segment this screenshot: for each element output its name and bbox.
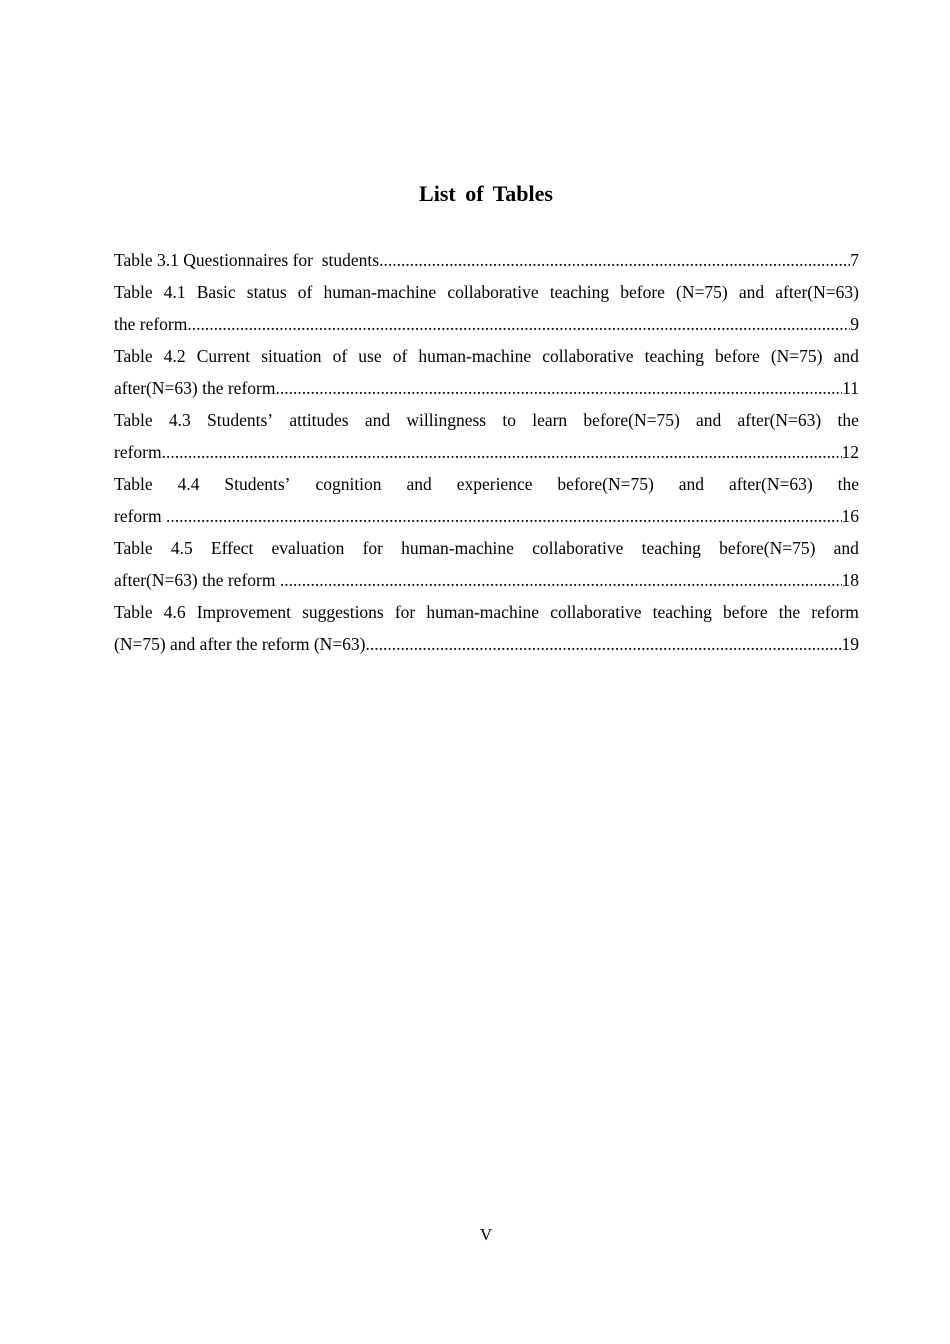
entry-title-line: [114, 404, 859, 436]
entry-word: teaching: [641, 538, 701, 558]
entry-title-line: [114, 532, 859, 564]
dot-leader: [379, 244, 850, 276]
entry-leader-line: [114, 436, 859, 468]
entry-word: for: [394, 602, 416, 622]
entry-leader-line: [114, 372, 859, 404]
dot-leader: [187, 308, 850, 340]
entry-page-number: 19: [841, 634, 859, 654]
entry-word: before: [723, 602, 768, 622]
entry-title-line: [114, 276, 859, 308]
entry-word: Table: [114, 410, 153, 430]
entry-word: Effect: [210, 538, 254, 558]
table-list-entry[interactable]: [114, 244, 859, 276]
entry-word: after(N=63): [728, 474, 813, 494]
dot-leader: [275, 372, 842, 404]
dot-leader: [280, 564, 842, 596]
entry-word: before: [620, 282, 665, 302]
entry-page-number: 18: [841, 570, 859, 590]
entry-word: human-machine: [426, 602, 540, 622]
entry-page-number: 12: [841, 442, 859, 462]
entry-word: of: [392, 346, 408, 366]
entry-word: after(N=63): [775, 282, 859, 302]
table-list-entry[interactable]: [114, 340, 859, 404]
dot-leader: [162, 436, 842, 468]
entry-title: reform: [114, 442, 162, 462]
entry-word: the: [837, 410, 859, 430]
entry-word: and: [406, 474, 432, 494]
entry-word: Basic: [196, 282, 236, 302]
table-list-entry[interactable]: [114, 468, 859, 532]
entry-word: evaluation: [271, 538, 345, 558]
entry-word: of: [297, 282, 313, 302]
entry-page-number: 11: [842, 378, 859, 398]
entry-word: collaborative: [542, 346, 634, 366]
entry-word: 4.4: [177, 474, 200, 494]
entry-word: 4.6: [163, 602, 186, 622]
entry-word: Table: [114, 346, 153, 366]
entry-word: human-machine: [323, 282, 437, 302]
entry-word: (N=75): [770, 346, 823, 366]
dot-leader: [366, 628, 842, 660]
entry-word: 4.1: [163, 282, 186, 302]
entry-word: attitudes: [289, 410, 349, 430]
entry-word: collaborative: [550, 602, 642, 622]
table-list-entry[interactable]: [114, 596, 859, 660]
entry-title-line: [114, 340, 859, 372]
page-title: List of Tables: [419, 181, 553, 206]
entry-page-number: 16: [841, 506, 859, 526]
entry-word: before(N=75): [719, 538, 816, 558]
entry-title: the reform: [114, 314, 188, 334]
entry-word: reform: [811, 602, 859, 622]
entry-title: after(N=63) the reform: [114, 570, 280, 590]
entry-word: teaching: [652, 602, 712, 622]
entry-word: after(N=63): [737, 410, 822, 430]
entry-word: teaching: [549, 282, 610, 302]
table-list-entry[interactable]: [114, 532, 859, 596]
entry-word: 4.5: [170, 538, 193, 558]
entry-word: before(N=75): [557, 474, 654, 494]
entry-word: of: [332, 346, 348, 366]
entry-title: after(N=63) the reform: [114, 378, 276, 398]
entry-word: (N=75): [676, 282, 728, 302]
entry-word: cognition: [315, 474, 382, 494]
entry-word: 4.3: [168, 410, 191, 430]
dot-leader: [166, 500, 842, 532]
entry-title: Table 3.1 Questionnaires for students: [114, 250, 380, 270]
entry-word: to: [502, 410, 516, 430]
entry-title: (N=75) and after the reform (N=63): [114, 634, 366, 654]
entry-word: collaborative: [532, 538, 624, 558]
entry-word: and: [833, 538, 859, 558]
entry-word: the: [778, 602, 801, 622]
entry-title-line: [114, 468, 859, 500]
entry-word: teaching: [644, 346, 704, 366]
entry-leader-line: [114, 628, 859, 660]
entry-word: and: [364, 410, 391, 430]
entry-title: reform: [114, 506, 166, 526]
entry-word: status: [246, 282, 287, 302]
entry-leader-line: [114, 500, 859, 532]
table-list-entry[interactable]: [114, 276, 859, 340]
entry-page-number: 7: [850, 250, 859, 270]
entry-word: use: [358, 346, 382, 366]
entry-word: Table: [114, 474, 153, 494]
entry-leader-line: [114, 308, 859, 340]
entry-word: before(N=75): [583, 410, 680, 430]
page-number: V: [479, 1225, 493, 1244]
entry-word: human-machine: [418, 346, 532, 366]
entry-title-line: [114, 596, 859, 628]
entry-word: Table: [114, 538, 153, 558]
entry-word: and: [738, 282, 765, 302]
entry-page-number: 9: [850, 314, 859, 334]
entry-word: Current: [196, 346, 251, 366]
entry-word: learn: [532, 410, 568, 430]
entry-leader-line: [114, 244, 859, 276]
entry-word: Students’: [224, 474, 291, 494]
entry-word: suggestions: [302, 602, 384, 622]
entry-word: human-machine: [401, 538, 514, 558]
entry-word: willingness: [406, 410, 487, 430]
entry-word: before: [715, 346, 760, 366]
entry-word: for: [362, 538, 383, 558]
entry-word: 4.2: [163, 346, 186, 366]
entry-word: Improvement: [196, 602, 291, 622]
entry-word: and: [696, 410, 722, 430]
entry-leader-line: [114, 564, 859, 596]
entry-word: and: [833, 346, 859, 366]
table-list: [114, 244, 859, 660]
entry-word: collaborative: [447, 282, 539, 302]
entry-word: Table: [114, 602, 153, 622]
entry-word: Students’: [206, 410, 274, 430]
entry-word: situation: [261, 346, 322, 366]
table-list-entry[interactable]: [114, 404, 859, 468]
entry-word: experience: [456, 474, 533, 494]
entry-word: the: [837, 474, 859, 494]
entry-word: Table: [114, 282, 153, 302]
entry-word: and: [678, 474, 704, 494]
